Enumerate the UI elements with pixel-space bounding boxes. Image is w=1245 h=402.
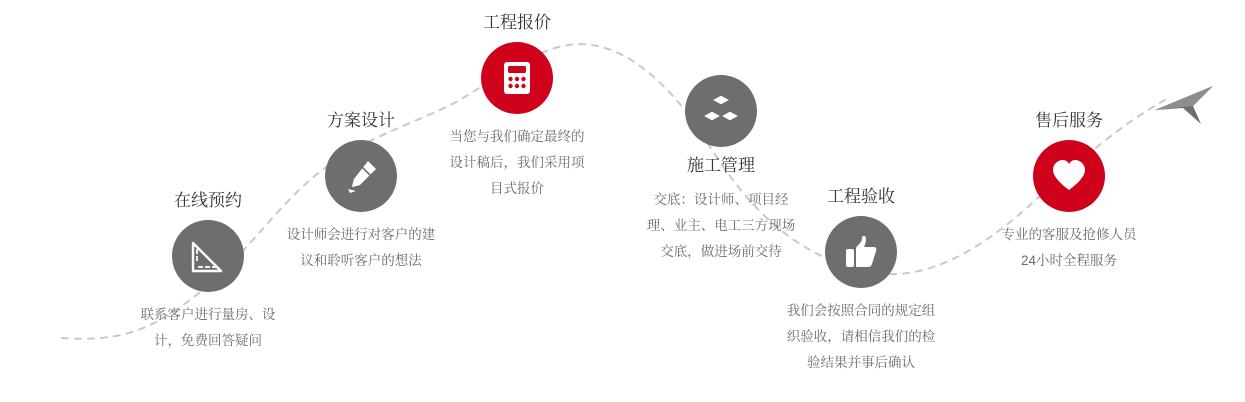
step-title: 施工管理 — [687, 156, 755, 175]
ruler-icon — [189, 237, 227, 275]
step-description: 设计师会进行对客户的建议和聆听客户的想法 — [286, 227, 436, 268]
step-description: 我们会按照合同的规定组织验收，请相信我们的检验结果并事后确认 — [786, 303, 936, 370]
step-title: 在线预约 — [174, 191, 242, 210]
step-title: 工程报价 — [483, 13, 551, 32]
thumbs-up-icon — [842, 233, 880, 271]
blocks-icon — [701, 91, 741, 131]
step-description: 交底：设计师、项目经理、业主、电工三方现场交底，做进场前交待 — [646, 192, 796, 259]
step-description: 联系客户进行量房、设计，免费回答疑问 — [140, 307, 276, 348]
step-description: 当您与我们确定最终的设计稿后，我们采用项目式报价 — [449, 129, 585, 196]
step-project-acceptance — [761, 186, 961, 376]
step-after-sales-service — [969, 110, 1169, 274]
step-title: 方案设计 — [327, 111, 395, 130]
step-icon-badge — [685, 75, 757, 147]
heart-icon — [1049, 156, 1089, 196]
pen-icon — [342, 157, 380, 195]
step-icon-badge — [325, 140, 397, 212]
step-icon-badge — [825, 216, 897, 288]
step-title: 售后服务 — [1035, 111, 1103, 130]
step-icon-badge — [1033, 140, 1105, 212]
step-icon-badge — [172, 220, 244, 292]
step-title: 工程验收 — [827, 187, 895, 206]
step-description: 专业的客服及抢修人员24小时全程服务 — [1001, 227, 1137, 268]
calculator-icon — [497, 58, 537, 98]
step-icon-badge — [481, 42, 553, 114]
step-project-quotation — [417, 12, 617, 202]
